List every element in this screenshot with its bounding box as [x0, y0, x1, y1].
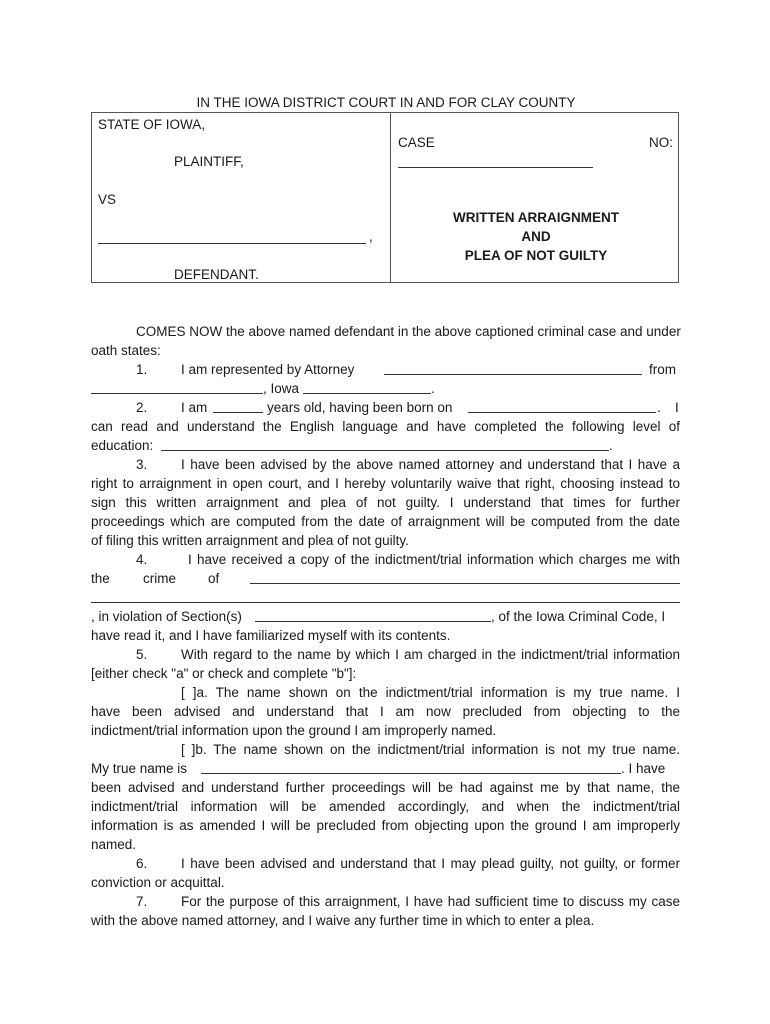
para-3-line-3: sign this written arraignment and plea of not guilty. I understand that times for further: [91, 495, 680, 510]
defendant-label: DEFENDANT.: [174, 267, 259, 282]
caption-comma: ,: [369, 229, 373, 244]
para-3: [91, 455, 680, 474]
option-a-line-2: have been advised and understand that I am now precluded from objecting to the: [91, 704, 680, 719]
crime-field[interactable]: [250, 569, 680, 584]
option-b-line-4: indictment/trial information will be amended accordingly, and when the indictment/trial: [91, 799, 680, 814]
para-4-the: the: [91, 571, 110, 586]
attorney-zip-field[interactable]: [303, 379, 431, 394]
para-4-section-label: , in violation of Section(s): [91, 609, 242, 624]
crime-field-continued[interactable]: [91, 588, 680, 603]
birth-date-field[interactable]: [468, 398, 656, 413]
intro-line: [91, 322, 680, 341]
para-number: 7.: [136, 894, 148, 909]
para-1-from: from: [649, 362, 676, 377]
para-5: [91, 645, 680, 664]
defendant-name-field[interactable]: [98, 243, 366, 244]
para-2: [91, 398, 680, 417]
para-2-period: .: [657, 400, 661, 415]
para-4-of: of: [208, 571, 220, 586]
case-no-label: NO:: [649, 135, 674, 150]
para-6-line-2: conviction or acquittal.: [91, 875, 225, 890]
code-section-field[interactable]: [255, 607, 491, 622]
true-name-field[interactable]: [201, 759, 621, 774]
plaintiff-label: PLAINTIFF,: [174, 154, 244, 169]
doc-title-line-3: PLEA OF NOT GUILTY: [464, 248, 608, 263]
option-a-checkbox-text[interactable]: [ ]a. The name shown on the indictment/trial information is my true name. I: [181, 685, 680, 700]
para-7-line-1: For the purpose of this arraignment, I have had sufficient time to discuss my case: [181, 894, 680, 909]
para-6-line-1: I have been advised and understand that I may plead guilty, not guilty, or former: [181, 856, 680, 871]
para-2-text: I am: [181, 400, 208, 415]
para-6: [91, 854, 680, 873]
para-number: 5.: [136, 647, 148, 662]
para-1: [91, 360, 680, 379]
case-label: CASE: [398, 135, 435, 150]
doc-title-line-1: WRITTEN ARRAIGNMENT: [453, 210, 619, 225]
para-number: 6.: [136, 856, 148, 871]
attorney-city-field[interactable]: [91, 379, 263, 394]
case-number-field[interactable]: [398, 167, 593, 168]
para-4-code-text: , of the Iowa Criminal Code, I: [491, 609, 666, 624]
intro-text-2: oath states:: [91, 343, 161, 358]
para-3-line-2: right to arraignment in open court, and I hereby voluntarily waive that right, choosing instead to: [91, 476, 680, 491]
option-a[interactable]: [91, 683, 680, 702]
option-b-line-5: information is as amended I will be precluded from objecting upon the ground I am improperly: [91, 818, 680, 833]
option-b-line-6: named.: [91, 837, 137, 852]
para-4-line-1: I have received a copy of the indictment/trial information which charges me with: [188, 552, 680, 567]
para-1-text: I am represented by Attorney: [181, 362, 355, 377]
option-b[interactable]: [91, 740, 680, 759]
education-field[interactable]: [161, 436, 609, 451]
para-4-line-4: have read it, and I have familiarized myself with its contents.: [91, 628, 451, 643]
para-1-end: .: [431, 381, 435, 396]
document-body: [91, 322, 680, 930]
para-5-line-2: [either check "a" or check and complete "b"]:: [91, 666, 357, 681]
intro-text: COMES NOW the above named defendant in the above captioned criminal case and under: [136, 324, 681, 339]
para-7-line-2: with the above named attorney, and I waive any further time in which to enter a plea.: [91, 913, 595, 928]
option-b-checkbox-text[interactable]: [ ]b. The name shown on the indictment/trial information is not my true name.: [181, 742, 680, 757]
para-number: 4.: [136, 552, 148, 567]
para-2-line-2: can read and understand the English language and have completed the following level of: [91, 419, 680, 434]
para-2-i: I: [675, 400, 679, 415]
para-4: [91, 550, 680, 569]
attorney-name-field[interactable]: [384, 360, 642, 375]
option-a-line-3: indictment/trial information upon the ground I am improperly named.: [91, 723, 497, 738]
true-name-label: My true name is: [91, 761, 188, 776]
state-party: STATE OF IOWA,: [98, 117, 205, 132]
para-7: [91, 892, 680, 911]
para-5-line-1: With regard to the name by which I am charged in the indictment/trial information: [181, 647, 680, 662]
vs-label: VS: [98, 192, 117, 207]
court-title: IN THE IOWA DISTRICT COURT IN AND FOR CLAY COUNTY: [196, 95, 576, 110]
para-3-line-4: proceedings which are computed from the date of arraignment will be computed from the date: [91, 514, 680, 529]
para-2-line-3: education:: [91, 438, 154, 453]
para-number: 2.: [136, 400, 148, 415]
para-number: 3.: [136, 457, 148, 472]
para-number: 1.: [136, 362, 148, 377]
para-3-line-1: I have been advised by the above named attorney and understand that I have a: [181, 457, 680, 472]
para-3-line-5: of filing this written arraignment and plea of not guilty.: [91, 533, 409, 548]
option-b-line-2-end: . I have: [621, 761, 666, 776]
age-field[interactable]: [213, 398, 263, 413]
option-b-line-3: been advised and understand further proceedings will be had against me by that name, the: [91, 780, 680, 795]
doc-title-line-2: AND: [521, 229, 551, 244]
para-2-text-b: years old, having been born on: [267, 400, 453, 415]
caption-divider: [390, 113, 391, 282]
case-caption-box: [91, 112, 679, 283]
para-2-end: .: [609, 438, 613, 453]
para-4-crime: crime: [143, 571, 176, 586]
para-1-iowa: , Iowa: [263, 381, 300, 396]
